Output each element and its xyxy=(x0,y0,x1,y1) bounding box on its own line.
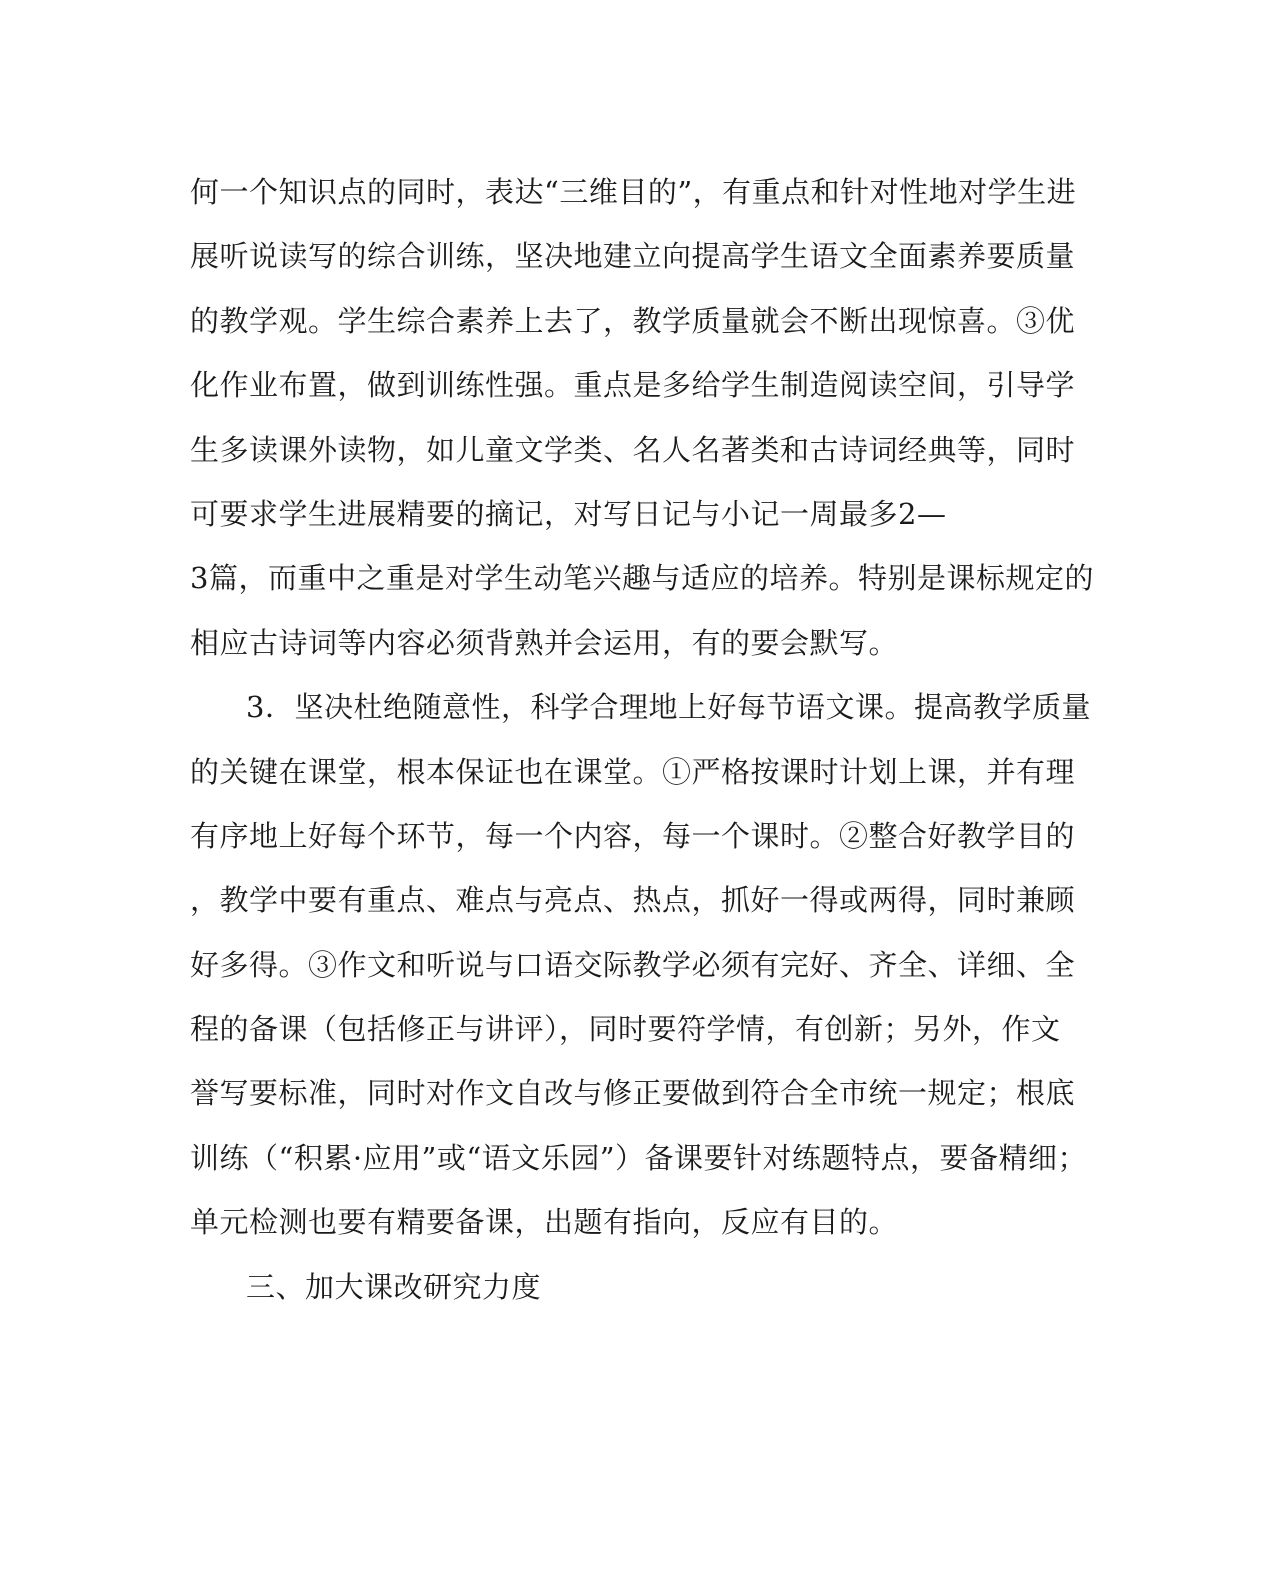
text-line: 何一个知识点的同时，表达“三维目的”，有重点和针对性地对学生进 xyxy=(190,175,1077,209)
text-line: 相应古诗词等内容必须背熟并会运用，有的要会默写。 xyxy=(190,625,899,660)
text-line: 誉写要标准，同时对作文自改与修正要做到符合全市统一规定；根底 xyxy=(190,1076,1076,1111)
text-line: 好多得。③作文和听说与口语交际教学必须有完好、齐全、详细、全 xyxy=(190,947,1076,982)
text-line: 生多读课外读物，如儿童文学类、名人名著类和古诗词经典等，同时 xyxy=(190,432,1076,467)
text-line: 的教学观。学生综合素养上去了，教学质量就会不断出现惊喜。③优 xyxy=(190,303,1076,338)
section-heading: 三、加大课改研究力度 xyxy=(246,1269,542,1304)
paragraph-start-line: 3．坚决杜绝随意性，科学合理地上好每节语文课。提高教学质量 xyxy=(246,690,1091,725)
text-line: 3篇，而重中之重是对学生动笔兴趣与适应的培养。特别是课标规定的 xyxy=(190,561,1094,596)
text-line: 程的备课（包括修正与讲评），同时要符学情，有创新；另外，作文 xyxy=(190,1012,1061,1047)
body-text xyxy=(190,160,1094,1319)
text-line: 训练（“积累·应用”或“语文乐园”）备课要针对练题特点，要备精细； xyxy=(190,1140,1088,1175)
text-line: 展听说读写的综合训练，坚决地建立向提高学生语文全面素养要质量 xyxy=(190,239,1076,274)
text-line: 化作业布置，做到训练性强。重点是多给学生制造阅读空间，引导学 xyxy=(190,368,1076,403)
text-line: 的关键在课堂，根本保证也在课堂。①严格按课时计划上课，并有理 xyxy=(190,754,1076,789)
text-line: 有序地上好每个环节，每一个内容，每一个课时。②整合好教学目的 xyxy=(190,818,1076,853)
text-line: ，教学中要有重点、难点与亮点、热点，抓好一得或两得，同时兼顾 xyxy=(190,883,1076,918)
text-line: 单元检测也要有精要备课，出题有指向，反应有目的。 xyxy=(190,1205,899,1240)
text-line: 可要求学生进展精要的摘记，对写日记与小记一周最多2— xyxy=(190,496,947,531)
